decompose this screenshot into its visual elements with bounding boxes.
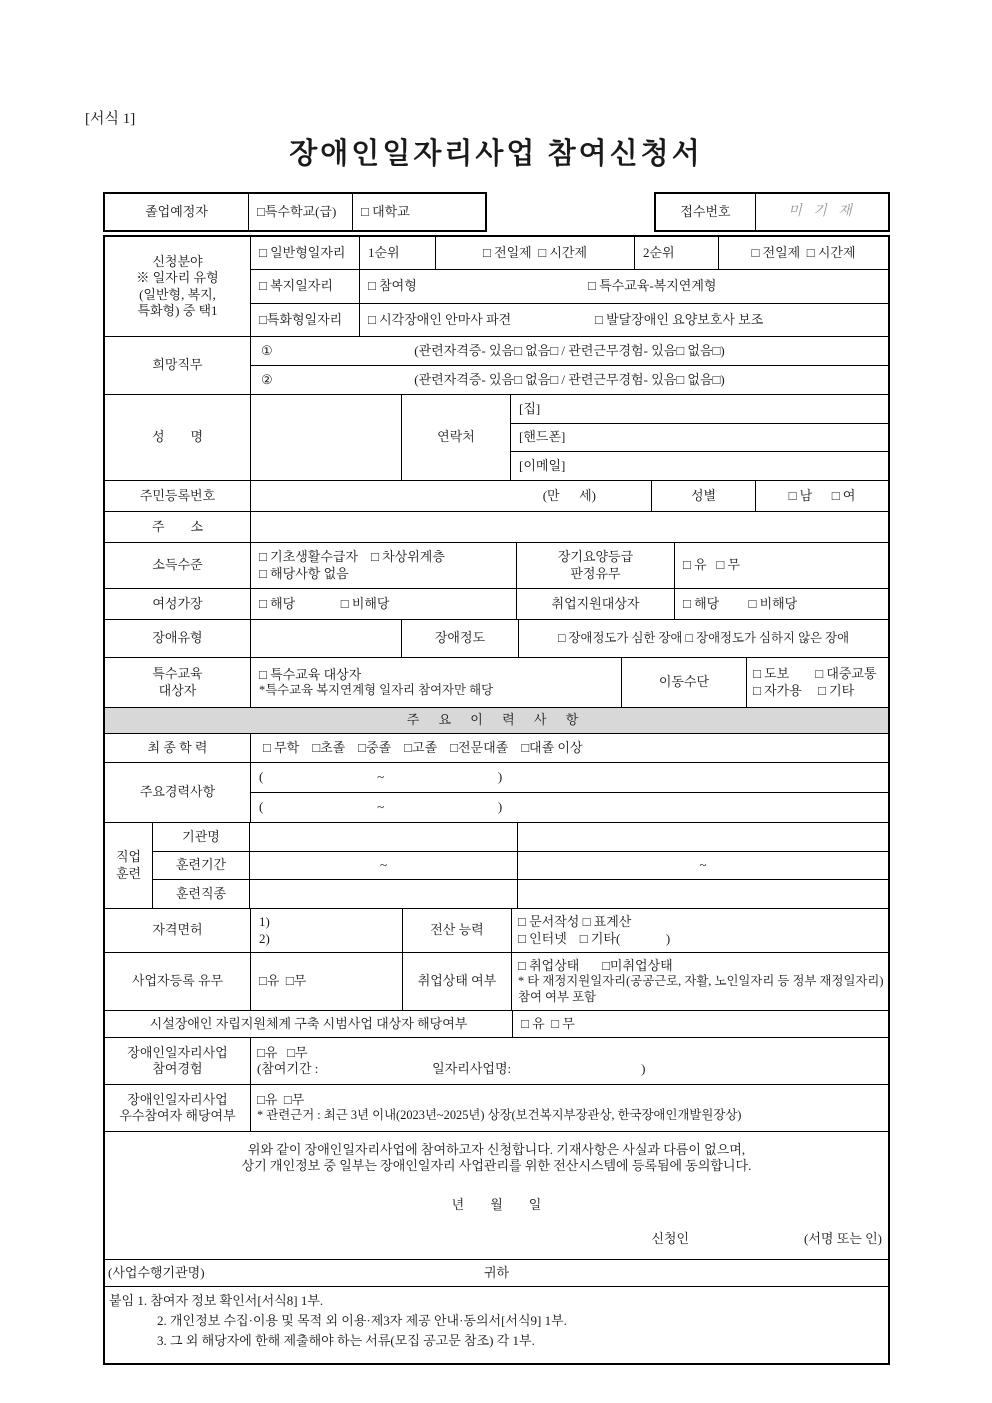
participation-experience-label <box>105 1038 251 1084</box>
contact-label: 연락처 <box>402 395 511 480</box>
receipt-number-label: 접수번호 <box>656 194 756 230</box>
graduation-expected-label: 졸업예정자 <box>105 194 249 230</box>
checkbox-specialized-job: □특화형일자리 <box>251 304 360 336</box>
special-education-note: *특수교육 복지연계형 일자리 참여자만 해당 <box>259 682 494 697</box>
training-period-field1: ~ <box>250 852 518 880</box>
desired-job-label: 희망직무 <box>105 337 251 394</box>
special-education-label-line1: 특수교육 <box>152 666 203 682</box>
row-vocational-training <box>105 823 888 909</box>
checkbox-transport-options <box>747 658 888 707</box>
license-items <box>251 909 403 952</box>
checkbox-education-levels: □ 무학 □초졸 □중졸 □고졸 □전문대졸 □대졸 이상 <box>263 739 583 755</box>
training-occupation-row <box>153 880 888 908</box>
apply-field-options <box>251 237 888 336</box>
row-female-head <box>105 589 888 620</box>
apply-field-label-line2: ※ 일자리 유형 <box>136 270 219 286</box>
checkbox-longterm-care: □ 유 □ 무 <box>683 557 741 573</box>
gender-label: 성별 <box>652 481 756 511</box>
graduation-expected-box <box>103 192 487 232</box>
vocational-training-label-line2: 훈련 <box>115 865 142 881</box>
row-disability-type <box>105 620 888 658</box>
row-final-education <box>105 734 888 763</box>
apply-field-label-line4: 특화형) 중 택1 <box>137 302 218 318</box>
checkbox-not-applicable: □ 해당사항 없음 <box>259 565 349 581</box>
employment-status-note: * 타 재정지원일자리(공공근로, 자활, 노인일자리 등 정부 재정일자리)참여 여부 포함 <box>518 974 884 1004</box>
checkbox-special-school: □특수학교(급) <box>249 194 353 230</box>
row-career-history <box>105 763 888 823</box>
employment-status-label: 취업상태 여부 <box>403 953 512 1010</box>
checkbox-business-registration: □유 □무 <box>251 953 403 1010</box>
name-label: 성 명 <box>105 395 251 480</box>
welfare-options-cell <box>360 270 888 302</box>
declaration-block <box>105 1132 888 1259</box>
checkbox-employed-unemployed: □ 취업상태 □미취업상태 <box>518 957 673 973</box>
specialized-options-cell <box>360 304 888 336</box>
applicant-label: 신청인 <box>651 1230 690 1246</box>
entry2-number: ② <box>261 371 273 387</box>
transport-label: 이동수단 <box>622 658 747 707</box>
training-occupation-field1 <box>250 880 518 908</box>
training-institution-row <box>153 823 888 852</box>
excellent-participant-label <box>105 1085 251 1131</box>
special-education-options <box>251 658 622 707</box>
desired-job-cell1 <box>251 337 888 365</box>
female-head-label: 여성가장 <box>105 589 251 619</box>
agency-name-field: (사업수행기관명) <box>108 1264 205 1280</box>
excellent-participant-label-line1: 장애인일자리사업 <box>127 1091 228 1107</box>
attachment-line2: 2. 개인정보 수집·이용 및 목적 외 이용·제3자 제공 안내·동의서[서식9] 1부. <box>157 1313 567 1329</box>
checkbox-income-options <box>251 543 517 588</box>
training-occupation-field2 <box>518 880 888 908</box>
top-header-strip <box>103 192 890 232</box>
contact-entries <box>511 395 888 480</box>
desired-job-entry1 <box>251 337 888 366</box>
receipt-number-box <box>654 192 890 232</box>
desired-job-entries <box>251 337 888 394</box>
entry1-number: ① <box>261 342 273 358</box>
row-license <box>105 909 888 953</box>
address-label: 주 소 <box>105 512 251 542</box>
apply-field-label <box>105 237 251 336</box>
final-education-label: 최 종 학 력 <box>105 734 251 762</box>
participation-experience-options <box>251 1038 888 1084</box>
row-excellent-participant <box>105 1085 888 1132</box>
address-input-area <box>251 512 888 542</box>
attachment-line1: 붙임 1. 참여자 정보 확인서[서식8] 1부. <box>109 1293 324 1308</box>
career-history-entries <box>251 763 888 822</box>
checkbox-walk-transit: □ 도보 □ 대중교통 <box>753 666 877 682</box>
employment-support-label: 취업지원대상자 <box>517 589 675 619</box>
row-facility-pilot <box>105 1011 888 1038</box>
agency-honorific: 귀하 <box>483 1264 510 1280</box>
business-registration-label: 사업자등록 유무 <box>105 953 251 1010</box>
special-education-label-line2: 대상자 <box>158 682 197 698</box>
career-period-field1: ( ~ ) <box>259 769 503 785</box>
participation-experience-label-line2: 참여경험 <box>152 1061 203 1076</box>
contact-mobile-field: [핸드폰] <box>519 429 566 445</box>
form-number-tag: [서식 1] <box>85 111 136 127</box>
apply-field-label-line3: (일반형, 복지, <box>139 286 216 302</box>
checkbox-female-head: □ 해당 □ 비해당 <box>251 589 517 619</box>
checkbox-special-education-target: □ 특수교육 대상자 <box>259 666 362 682</box>
excellent-participant-label-line2: 우수참여자 해당여부 <box>119 1108 236 1123</box>
career-period-field2: ( ~ ) <box>259 799 503 815</box>
desired-job-cell2 <box>251 366 888 394</box>
row-attachments <box>105 1287 888 1363</box>
attachment-line3: 3. 그 외 해당자에 한해 제출해야 하는 서류(모집 공고문 참조) 각 1부. <box>157 1333 535 1349</box>
vocational-training-label <box>105 823 153 908</box>
row-declaration <box>105 1132 888 1260</box>
apply-general-row <box>251 237 888 270</box>
resident-number-label: 주민등록번호 <box>105 481 251 511</box>
rank1-label: 1순위 <box>360 237 436 269</box>
rank2-label: 2순위 <box>635 237 719 269</box>
row-agency <box>105 1260 888 1287</box>
name-input-area <box>251 395 402 480</box>
row-history-section-header <box>105 708 888 734</box>
license-item2: 2) <box>259 930 270 946</box>
signature-date-line: 년 월 일 <box>451 1196 542 1212</box>
checkbox-university: □ 대학교 <box>361 203 410 219</box>
page-title: 장애인일자리사업 참여신청서 <box>289 138 703 170</box>
checkbox-facility-pilot: □ 유 □ 무 <box>521 1015 575 1031</box>
career-history-label: 주요경력사항 <box>105 763 251 822</box>
declaration-line1: 위와 같이 장애인일자리사업에 참여하고자 신청합니다. 기재사항은 사실과 다름이 없으며, <box>247 1142 746 1157</box>
training-occupation-label: 훈련직종 <box>153 880 250 908</box>
checkbox-car-other: □ 자가용 □ 기타 <box>753 682 855 698</box>
row-desired-job <box>105 337 888 395</box>
row-participation-experience <box>105 1038 888 1085</box>
training-period-row <box>153 852 888 881</box>
apply-field-label-line1: 신청분야 <box>152 254 203 269</box>
row-special-education <box>105 658 888 708</box>
row-apply-field <box>105 237 888 337</box>
desired-job-entry2 <box>251 366 888 394</box>
checkbox-computer-skills <box>512 909 888 952</box>
checkbox-general-job: □ 일반형일자리 <box>251 237 360 269</box>
checkbox-cert-experience-1: (관련자격증- 있음□ 없음□ / 관련근무경험- 있음□ 없음□) <box>414 342 725 358</box>
checkbox-gender: □ 남 □ 여 <box>788 487 856 503</box>
income-level-label: 소득수준 <box>105 543 251 588</box>
checkbox-caregiver-assist: □ 발달장애인 요양보호사 보조 <box>595 311 764 327</box>
checkbox-cert-experience-2: (관련자격증- 있음□ 없음□ / 관련근무경험- 있음□ 없음□) <box>414 371 725 387</box>
disability-type-label: 장애유형 <box>105 620 251 657</box>
employment-status-options <box>512 953 888 1010</box>
computer-skill-label: 전산 능력 <box>403 909 512 952</box>
row-name-contact <box>105 395 888 481</box>
checkbox-doc-spreadsheet: □ 문서작성 □ 표계산 <box>518 914 632 930</box>
history-section-title: 주 요 이 력 사 항 <box>406 712 587 728</box>
declaration-line2: 상기 개인정보 중 일부는 장애인일자리 사업관리를 위한 전산시스템에 등록됨에 동의합니다. <box>241 1158 752 1174</box>
checkbox-disability-severity: □ 장애정도가 심한 장애 □ 장애정도가 심하지 않은 장애 <box>557 630 850 645</box>
row-business-registration <box>105 953 888 1011</box>
row-resident-number <box>105 481 888 512</box>
institution-field1 <box>250 823 518 851</box>
disability-type-input-area <box>251 620 402 657</box>
main-form-table <box>103 235 890 1365</box>
row-income-level <box>105 543 888 589</box>
checkbox-rank2-fulltime-parttime: □ 전일제 □ 시간제 <box>751 245 856 261</box>
disability-severity-label: 장애정도 <box>402 620 519 657</box>
contact-home-field: [집] <box>519 400 541 416</box>
signature-hint: (서명 또는 인) <box>804 1230 882 1246</box>
institution-field2 <box>518 823 888 851</box>
checkbox-basic-livelihood: □ 기초생활수급자 □ 차상위계층 <box>259 549 445 565</box>
longterm-care-label-line2: 판정유무 <box>570 565 621 581</box>
contact-email-field: [이메일] <box>519 458 566 474</box>
receipt-number-value: 미 기 재 <box>788 204 856 220</box>
checkbox-special-edu-welfare-link: □ 특수교육-복지연계형 <box>588 278 717 294</box>
license-label: 자격면허 <box>105 909 251 952</box>
checkbox-excellent-participant: □유 □무 <box>257 1092 305 1108</box>
resident-number-input-area: (만 세) <box>251 481 652 511</box>
vocational-training-rows <box>153 823 888 908</box>
training-period-field2: ~ <box>699 857 707 873</box>
license-item1: 1) <box>259 914 270 930</box>
training-period-label: 훈련기간 <box>153 852 250 880</box>
checkbox-blind-masseur: □ 시각장애인 안마사 파견 <box>368 311 512 327</box>
vocational-training-label-line1: 직업 <box>115 849 142 865</box>
participation-experience-label-line1: 장애인일자리사업 <box>127 1044 228 1060</box>
row-address <box>105 512 888 543</box>
checkbox-participation-type: □ 참여형 <box>368 278 417 294</box>
participation-period-field: (참여기간 : 일자리사업명: ) <box>257 1061 646 1076</box>
checkbox-internet-other: □ 인터넷 □ 기타( ) <box>518 930 671 946</box>
longterm-care-label <box>517 543 675 588</box>
checkbox-rank1-fulltime-parttime: □ 전일제 □ 시간제 <box>436 237 635 269</box>
facility-pilot-label: 시설장애인 자립지원체계 구축 시범사업 대상자 해당여부 <box>105 1011 513 1037</box>
agency-row-cell <box>105 1260 888 1286</box>
institution-label: 기관명 <box>153 823 250 851</box>
checkbox-employment-support: □ 해당 □ 비해당 <box>683 595 798 611</box>
attachments-block <box>105 1287 888 1363</box>
excellent-participant-note: * 관련근거 : 최근 3년 이내(2023년~2025년) 상장(보건복지부장관상, 한국장애인개발원장상) <box>257 1108 742 1123</box>
apply-welfare-row <box>251 270 888 303</box>
checkbox-welfare-job: □ 복지일자리 <box>251 270 360 302</box>
excellent-participant-options <box>251 1085 888 1131</box>
signature-line <box>651 1231 882 1247</box>
apply-special-row <box>251 304 888 336</box>
longterm-care-label-line1: 장기요양등급 <box>557 549 634 565</box>
checkbox-participation-experience: □유 □무 <box>257 1044 308 1060</box>
special-education-label <box>105 658 251 707</box>
